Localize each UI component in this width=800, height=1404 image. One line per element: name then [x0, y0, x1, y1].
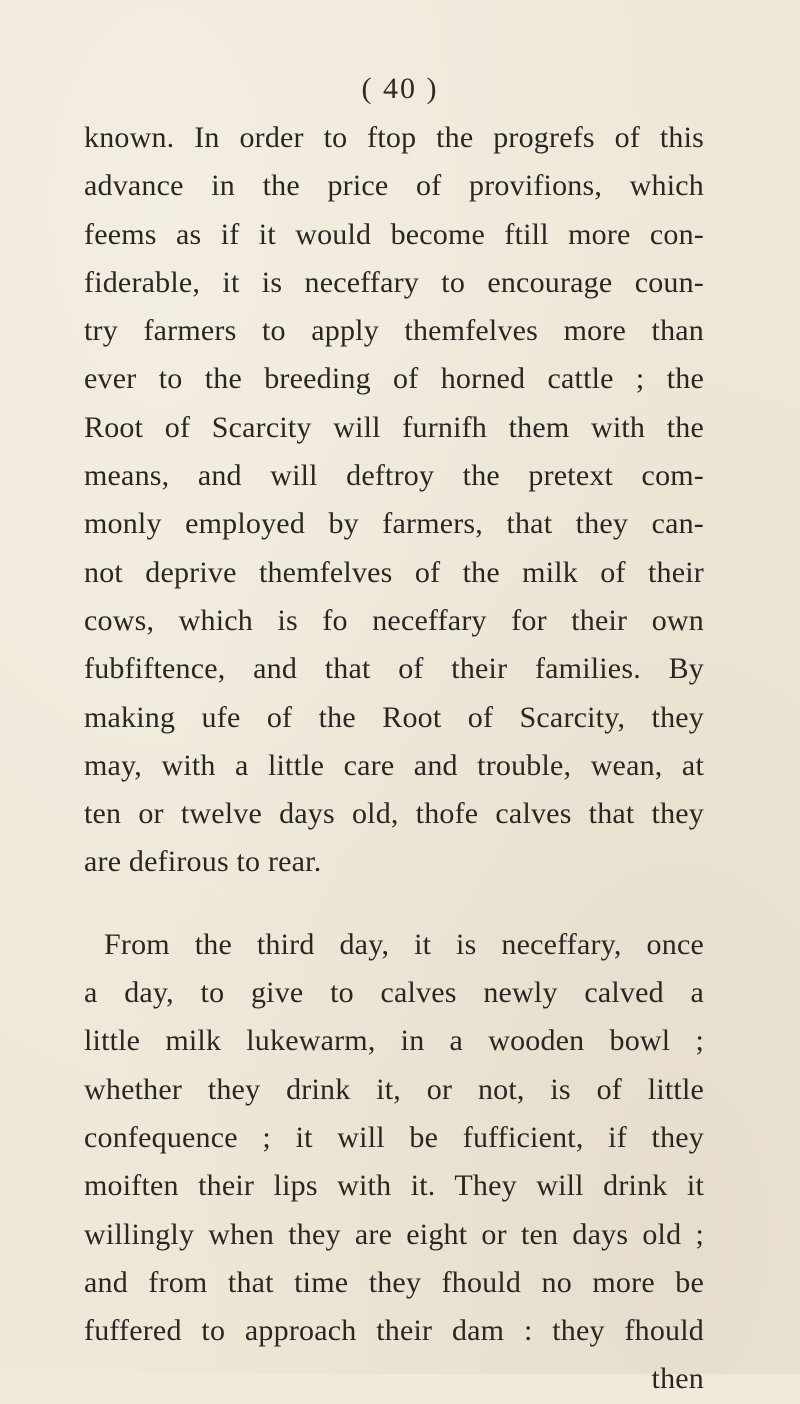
text-line: are defirous to rear. [84, 845, 322, 879]
text-line: moiften their lips with it. They will drink it [84, 1169, 704, 1203]
text-line: making ufe of the Root of Scarcity, they [84, 700, 704, 734]
body-text [84, 114, 704, 1404]
page-number: ( 40 ) [361, 72, 439, 105]
text-line: try farmers to apply themfelves more than [84, 314, 704, 348]
text-line: confequence ; it will be fufficient, if they [84, 1120, 704, 1154]
text-line: and from that time they fhould no more be [84, 1265, 704, 1299]
text-line: fiderable, it is neceffary to encourage coun- [84, 265, 704, 299]
text-line: monly employed by farmers, that they can- [84, 507, 704, 541]
text-line: not deprive themfelves of the milk of their [84, 555, 704, 589]
text-line: advance in the price of provifions, which [84, 169, 704, 203]
paragraph-gap [84, 887, 704, 921]
text-line: feems as if it would become ftill more con- [84, 217, 704, 251]
text-line: From the third day, it is neceffary, once [104, 927, 704, 961]
text-line: willingly when they are eight or ten days old ; [84, 1217, 704, 1251]
text-line: fuffered to approach their dam : they fhould [84, 1314, 704, 1348]
text-line: ever to the breeding of horned cattle ; the [84, 362, 704, 396]
text-line: may, with a little care and trouble, wean, at [84, 748, 704, 782]
text-line: whether they drink it, or not, is of little [84, 1072, 704, 1106]
text-line: Root of Scarcity will furnifh them with the [84, 410, 704, 444]
text-line: known. In order to ftop the progrefs of this [84, 121, 704, 154]
paragraph-1 [84, 114, 704, 887]
text-line: little milk lukewarm, in a wooden bowl ; [84, 1024, 704, 1058]
text-line: means, and will deftroy the pretext com- [84, 459, 704, 493]
catchword: then [651, 1362, 704, 1396]
text-line: ten or twelve days old, thofe calves that they [84, 797, 704, 831]
text-line: a day, to give to calves newly calved a [84, 976, 704, 1010]
text-line: fubfiftence, and that of their families. By [84, 652, 704, 686]
paragraph-2 [84, 921, 704, 1404]
text-line: cows, which is fo neceffary for their own [84, 603, 704, 637]
